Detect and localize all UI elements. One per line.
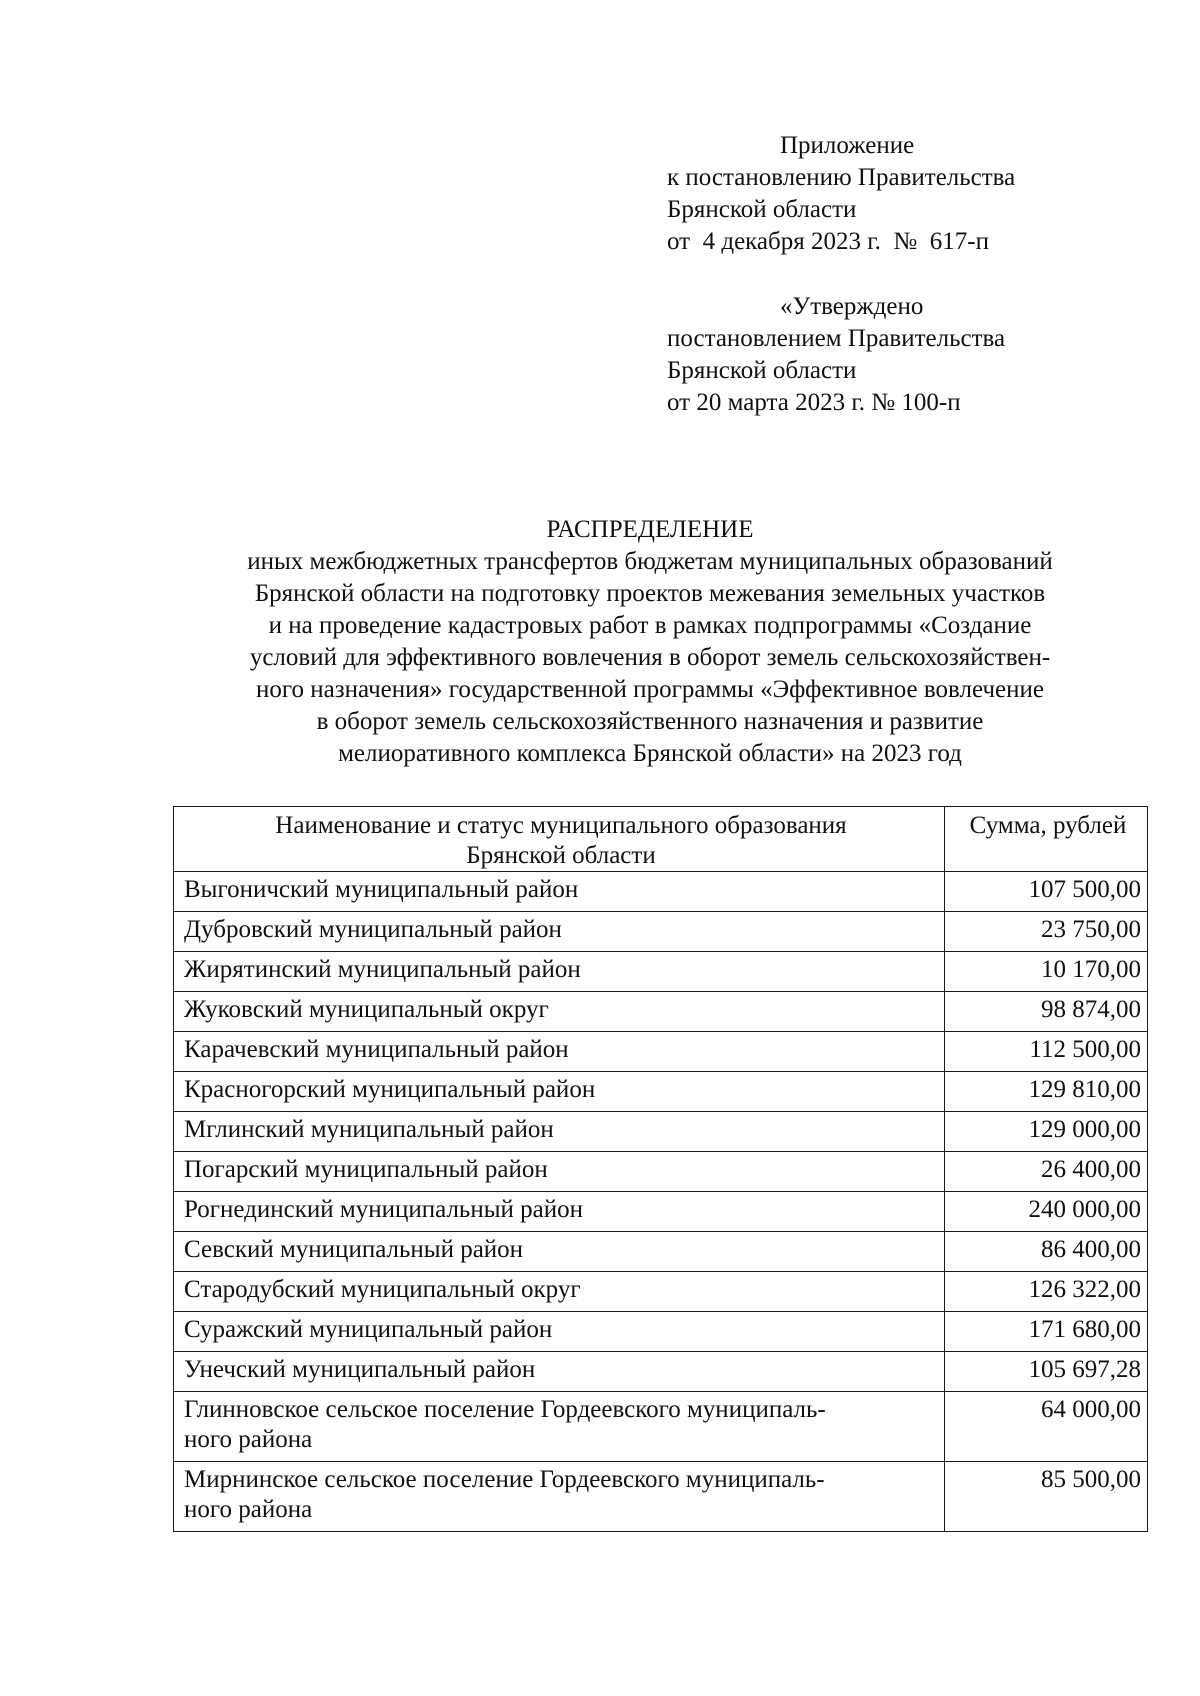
municipality-name: Рогнединский муниципальный район <box>174 1192 945 1232</box>
municipality-name: Суражский муниципальный район <box>174 1312 945 1352</box>
municipality-name: Карачевский муниципальный район <box>174 1032 945 1072</box>
document-title <box>160 514 1140 770</box>
amount-value: 85 500,00 <box>945 1462 1148 1532</box>
approved-date-number: от 20 марта 2023 г. № 100-п <box>667 389 961 416</box>
appendix-date-number: от 4 декабря 2023 г. № 617-п <box>667 228 989 255</box>
appendix-line: к постановлению Правительства <box>667 164 1016 191</box>
table-row <box>174 1232 1148 1272</box>
municipality-name: Выгоничский муниципальный район <box>174 872 945 912</box>
table-header-row <box>174 807 1148 872</box>
table-row <box>174 1462 1148 1532</box>
table-row <box>174 1392 1148 1462</box>
amount-value: 105 697,28 <box>945 1352 1148 1392</box>
table-row <box>174 1192 1148 1232</box>
amount-value: 240 000,00 <box>945 1192 1148 1232</box>
table-row <box>174 1272 1148 1312</box>
municipality-name: Жирятинский муниципальный район <box>174 952 945 992</box>
amount-value: 107 500,00 <box>945 872 1148 912</box>
amount-value: 64 000,00 <box>945 1392 1148 1462</box>
amount-value: 26 400,00 <box>945 1152 1148 1192</box>
table-row <box>174 1112 1148 1152</box>
municipality-name: Дубровский муниципальный район <box>174 912 945 952</box>
municipality-name-line: ного района <box>184 1496 313 1523</box>
municipality-name-line: Мирнинское сельское поселение Гордеевского муниципаль- <box>184 1466 825 1493</box>
title-line: ного назначения» государственной программы «Эффективное вовлечение <box>256 676 1044 703</box>
amount-value: 86 400,00 <box>945 1232 1148 1272</box>
table-row <box>174 1312 1148 1352</box>
table-row <box>174 912 1148 952</box>
amount-value: 171 680,00 <box>945 1312 1148 1352</box>
amount-value: 98 874,00 <box>945 992 1148 1032</box>
table-row <box>174 1032 1148 1072</box>
table-row <box>174 952 1148 992</box>
table-row <box>174 1152 1148 1192</box>
municipality-name: Мглинский муниципальный район <box>174 1112 945 1152</box>
approved-block <box>667 291 1005 419</box>
title-line: Брянской области на подготовку проектов межевания земельных участков <box>254 580 1046 607</box>
title-heading: РАСПРЕДЕЛЕНИЕ <box>546 516 754 543</box>
municipality-name-line: ного района <box>184 1426 313 1453</box>
distribution-table <box>173 806 1148 1532</box>
amount-value: 129 810,00 <box>945 1072 1148 1112</box>
municipality-name: Севский муниципальный район <box>174 1232 945 1272</box>
table-row <box>174 1352 1148 1392</box>
amount-value: 112 500,00 <box>945 1032 1148 1072</box>
title-line: мелиоративного комплекса Брянской области» на 2023 год <box>338 740 962 767</box>
appendix-block <box>667 130 1015 258</box>
municipality-name: Унечский муниципальный район <box>174 1352 945 1392</box>
table-row <box>174 872 1148 912</box>
title-line: в оборот земель сельскохозяйственного назначения и развитие <box>316 708 984 735</box>
amount-value: 23 750,00 <box>945 912 1148 952</box>
approved-line: постановлением Правительства <box>667 325 1006 352</box>
appendix-line: Брянской области <box>667 196 857 223</box>
municipality-name: Красногорский муниципальный район <box>174 1072 945 1112</box>
municipality-name-line: Глинновское сельское поселение Гордеевского муниципаль- <box>184 1396 826 1423</box>
amount-value: 129 000,00 <box>945 1112 1148 1152</box>
header-name-line: Наименование и статус муниципального образования <box>275 812 847 839</box>
approved-line: Брянской области <box>667 357 857 384</box>
title-line: иных межбюджетных трансфертов бюджетам муниципальных образований <box>247 548 1053 575</box>
amount-value: 126 322,00 <box>945 1272 1148 1312</box>
amount-value: 10 170,00 <box>945 952 1148 992</box>
title-line: и на проведение кадастровых работ в рамках подпрограммы «Создание <box>268 612 1032 639</box>
municipality-name: Жуковский муниципальный округ <box>174 992 945 1032</box>
table-row <box>174 992 1148 1032</box>
header-name-line: Брянской области <box>466 842 656 869</box>
appendix-title: Приложение <box>780 132 915 159</box>
municipality-name <box>174 1462 945 1532</box>
title-line: условий для эффективного вовлечения в оборот земель сельскохозяйствен- <box>249 644 1051 671</box>
header-amount-cell: Сумма, рублей <box>945 807 1148 872</box>
municipality-name: Погарский муниципальный район <box>174 1152 945 1192</box>
municipality-name <box>174 1392 945 1462</box>
header-name-cell <box>174 807 945 872</box>
approved-title: «Утверждено <box>780 293 924 320</box>
table-row <box>174 1072 1148 1112</box>
municipality-name: Стародубский муниципальный округ <box>174 1272 945 1312</box>
